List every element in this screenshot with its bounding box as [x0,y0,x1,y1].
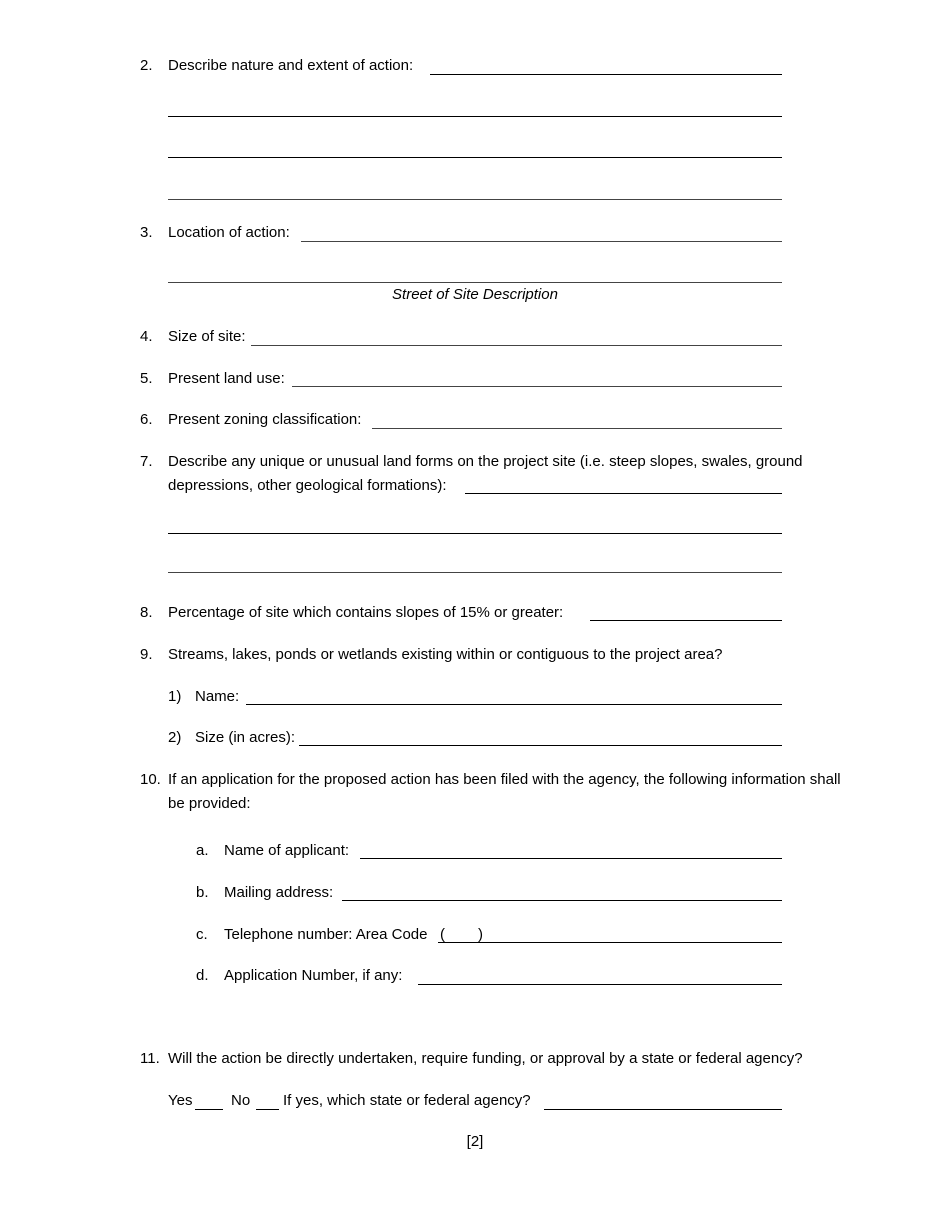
q10a-label: Name of applicant: [224,842,350,859]
q10-label-line-1: If an application for the proposed action has been filed with the agency, the following information shall [168,771,841,788]
q7-input-line-3[interactable] [168,559,782,575]
q3-caption: Street of Site Description [392,286,558,303]
q8-input-line[interactable] [590,607,782,623]
q4-input-line[interactable] [251,331,782,347]
q9-sub1-label: Name: [195,688,240,705]
q11-no-label: No [231,1092,251,1109]
q10c-label: Telephone number: Area Code [224,926,428,943]
q9-label: Streams, lakes, ponds or wetlands existing within or contiguous to the project area? [168,646,723,663]
q3-input-line-2[interactable] [168,268,782,284]
q5-input-line[interactable] [292,373,782,389]
area-code-paren-close: ) [478,926,483,943]
q6-label: Present zoning classification: [168,411,362,428]
q2-input-line-3[interactable] [168,144,782,160]
q11-agency-input-line[interactable] [544,1095,782,1111]
q10-number: 10. [140,771,161,788]
q9-sub1-number: 1) [168,688,182,705]
q9-size-input-line[interactable] [299,732,782,748]
q11-label: Will the action be directly undertaken, require funding, or approval by a state or federal agency? [168,1050,803,1067]
q6-input-line[interactable] [372,414,782,430]
q9-sub2-number: 2) [168,729,182,746]
q4-number: 4. [140,328,153,345]
application-number-input-line[interactable] [418,970,782,986]
q7-number: 7. [140,453,153,470]
q10d-label: Application Number, if any: [224,967,403,984]
area-code-input[interactable] [438,929,486,945]
q10d-letter: d. [196,967,209,984]
q2-input-line-4[interactable] [168,185,782,201]
q11-yes-blank[interactable] [195,1095,223,1111]
q10b-letter: b. [196,884,209,901]
q11-follow-label: If yes, which state or federal agency? [283,1092,531,1109]
q2-number: 2. [140,57,153,74]
q11-yes-label: Yes [168,1092,193,1109]
q10-label-line-2: be provided: [168,795,251,812]
q3-label: Location of action: [168,224,290,241]
q9-name-input-line[interactable] [246,691,782,707]
mailing-address-input-line[interactable] [342,887,782,903]
q7-label-line-1: Describe any unique or unusual land forms on the project site (i.e. steep slopes, swales, ground [168,453,803,470]
q8-number: 8. [140,604,153,621]
q11-no-blank[interactable] [256,1095,279,1111]
q9-number: 9. [140,646,153,663]
q5-number: 5. [140,370,153,387]
q11-number: 11. [140,1050,160,1067]
q8-label: Percentage of site which contains slopes of 15% or greater: [168,604,564,621]
q10b-label: Mailing address: [224,884,334,901]
q10a-letter: a. [196,842,209,859]
q2-label: Describe nature and extent of action: [168,57,414,74]
q7-input-line-1[interactable] [465,480,782,496]
q10c-letter: c. [196,926,208,943]
page-number: [2] [466,1133,484,1150]
applicant-name-input-line[interactable] [360,845,782,861]
q2-input-line-1[interactable] [430,60,782,76]
area-code-paren-open: ( [440,926,445,943]
q3-number: 3. [140,224,153,241]
q9-sub2-label: Size (in acres): [195,729,296,746]
q7-label-line-2: depressions, other geological formations): [168,477,447,494]
q3-input-line-1[interactable] [301,227,782,243]
q4-label: Size of site: [168,328,246,345]
q6-number: 6. [140,411,153,428]
q7-input-line-2[interactable] [168,520,782,536]
telephone-number-input-line[interactable] [486,929,782,945]
q5-label: Present land use: [168,370,285,387]
q2-input-line-2[interactable] [168,102,782,118]
